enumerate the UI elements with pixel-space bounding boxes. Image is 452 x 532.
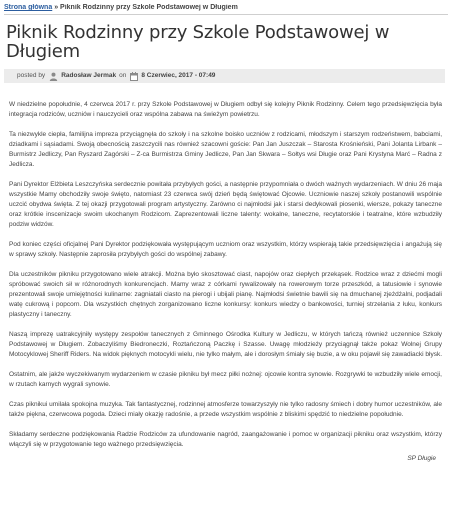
article-paragraph: Pani Dyrektor Elżbieta Leszczyńska serdecznie powitała przybyłych gości, a następnie przypomniała o dwóch ważnych wydarzeniach. W dniu 26 maja wszystkie Mamy obchodziły swoje święto, natomiast 23 czerwca swój dzień będą świętować Ojcowie. Uczniowie naszej szkoły postanowili wspólnie uczcić obydwa święta. Z tej okazji przygotowali program artystyczny. Zarówno ci najmłodsi jak i starsi dedykowali piosenki, wiersze, pokazy taneczne oraz krótkie inscenizacje swoim ukochanym Rodzicom. Zaprezentowali liczne talenty: wokalne, taneczne, recytatorskie i teatralne, które wzbudziły podziw widzów. xyxy=(9,181,442,228)
article-paragraph: W niedzielne popołudnie, 4 czerwca 2017 r. przy Szkole Podstawowej w Długiem odbył się kolejny Piknik Rodzinny. Celem tego przedsięwzięcia była integracja rodziców, uczniów i nauczycieli oraz wspólna zabawa na świeżym powietrzu. xyxy=(9,101,442,118)
article-paragraph: Ta niezwykle ciepła, familijna impreza przyciągnęła do szkoły i na szkolne boisko uczniów z rodzicami, młodszym i starszym rodzeństwem, babciami, dziadkami i sąsiadami. Swoją obecnością zaszczycili nas również szacowni goście: Pan Jan Juszczak – Starosta Krośnieński, Pani Jolanta Lirbank – Burmistrz Jedliczy, Pan Ryszard Zagórski – Z-ca Burmistrza Gminy Jedlicze, Pan Jan Skwara – Sołtys wsi Długie oraz Pani Krystyna Marć – Radna z Jedlicza. xyxy=(9,131,442,168)
posted-by-label: posted by xyxy=(17,72,46,79)
breadcrumb-separator: » xyxy=(54,4,59,11)
article-meta-bar xyxy=(4,69,445,83)
on-label: on xyxy=(119,72,127,79)
article-signature: SP Długie xyxy=(407,455,436,462)
article-paragraph: Składamy serdeczne podziękowania Radzie Rodziców za ufundowanie nagród, zaangażowanie i pomoc w organizacji pikniku oraz wszystkim, którzy włączyli się w przygotowanie tego ważnego przedsięwzięcia. xyxy=(9,431,442,448)
post-date: 8 Czerwiec, 2017 - 07:49 xyxy=(141,72,216,79)
breadcrumb-home-link[interactable]: Strona główna xyxy=(4,4,53,11)
breadcrumb xyxy=(4,4,448,15)
author-name[interactable]: Radosław Jermak xyxy=(61,72,117,79)
article-paragraph: Dla uczestników pikniku przygotowano wiele atrakcji. Można było skosztować ciast, napojów oraz ciepłych przekąsek. Rodzice wraz z dziećmi mogli spróbować swoich sił w różnorodnych konkurencjach. Mamy wraz z córkami rywalizowały na rowerowym torze przeszkód, a tatusiowie i synowie prezentowali swoje umiejętności kulinarne: zagniatali ciasto na pierogi i ubijali pianę. Najmłodsi świetnie bawili się na dmuchanej zjeżdżalni, podjadali watę cukrową i popcorn. Dla wszystkich chętnych zorganizowano liczne konkursy: konkurs wiedzy o bankowości, turniej strzelania z łuku, konkurs plastyczny i taneczny. xyxy=(9,271,442,318)
breadcrumb-current: Piknik Rodzinny przy Szkole Podstawowej w Długiem xyxy=(60,4,238,11)
page-title: Piknik Rodzinny przy Szkole Podstawowej w Długiem xyxy=(6,22,390,62)
article-body xyxy=(4,100,448,462)
article-paragraph: Ostatnim, ale jakże wyczekiwanym wydarzeniem w czasie pikniku był mecz piłki nożnej: ojcowie kontra synowie. Rozgrywki te wzbudziły wiele emocji, w rzutach karnych wygrali synowie. xyxy=(9,371,442,388)
article-paragraph: Naszą imprezę uatrakcyjniły występy zespołów tanecznych z Gminnego Ośrodka Kultury w Jedliczu, w których tańczą również uczennice Szkoły Podstawowej w Długiem. Zobaczyliśmy Biedroneczki, Roztańczoną Paczkę i Szasse. Uwagę młodzieży przyciągnął także pokaz Wolnej Grupy Motocyklowej Sheriff Riders. Na widok pięknych motocykli wielu, nie tylko małym, ale i dorosłym śmiały się buzie, a w oku pojawił się zawadiacki błysk. xyxy=(9,331,443,358)
article-paragraph: Pod koniec części oficjalnej Pani Dyrektor podziękowała występującym uczniom oraz wszystkim, którzy wspierają takie przedsięwzięcia i angażują się w sprawy szkoły. Następnie zaprosiła przybyłych gości do wspólnej zabawy. xyxy=(9,241,442,258)
article-paragraph: Czas piknikui umilała spokojna muzyka. Tak fantastycznej, rodzinnej atmosferze towarzyszyły nie tylko radosny śmiech i dobry humor uczestników, ale także piękna, czerwcowa pogoda. Dzieci miały okazję radośnie, a przede wszystkim wspólnie z bliskimi spędzić to niedzielne popołudnie. xyxy=(9,401,442,418)
calendar-icon xyxy=(130,72,138,81)
user-icon xyxy=(49,72,58,81)
